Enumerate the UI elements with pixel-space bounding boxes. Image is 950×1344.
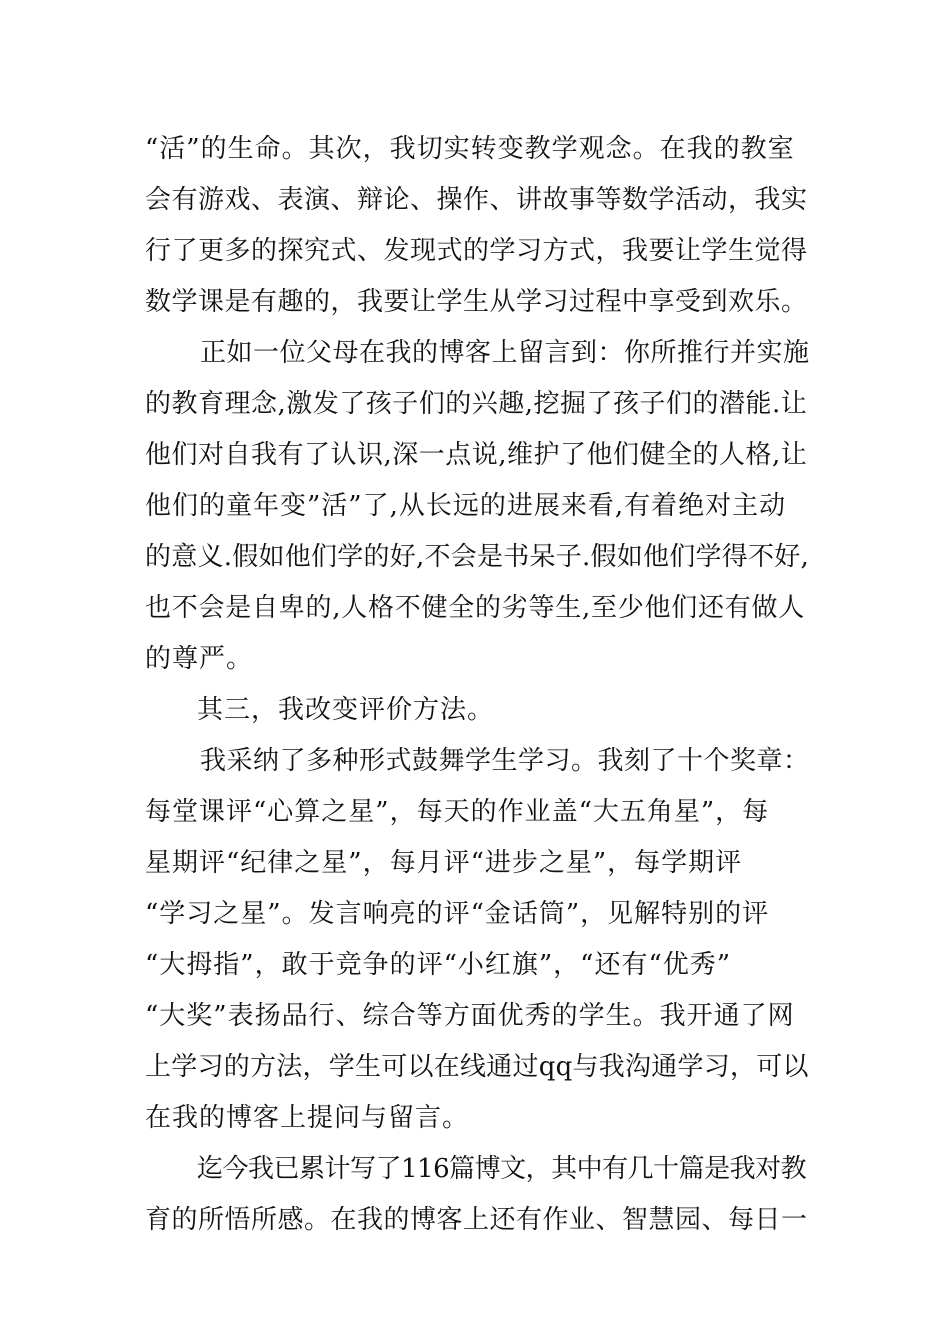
text-line: 上学习的方法，学生可以在线通过qq与我沟通学习，可以 [145, 1052, 809, 1082]
text-line: 的尊严。 [145, 644, 254, 674]
text-line: “活”的生命。其次，我切实转变教学观念。在我的教室 [145, 134, 795, 164]
text-line: 在我的博客上提问与留言。 [145, 1103, 470, 1133]
text-line: 的教育理念,激发了孩子们的兴趣,挖掘了孩子们的潜能.让 [145, 389, 808, 419]
text-line: 他们对自我有了认识,深一点说,维护了他们健全的人格,让 [145, 440, 808, 470]
text-line: 行了更多的探究式、发现式的学习方式，我要让学生觉得 [145, 236, 808, 266]
text-line: 数学课是有趣的，我要让学生从学习过程中享受到欢乐。 [145, 287, 808, 317]
text-line: 的意义.假如他们学的好,不会是书呆子.假如他们学得不好, [145, 542, 810, 572]
text-line: 每堂课评“心算之星”，每天的作业盖“大五角星”，每 [145, 797, 770, 827]
text-line: “学习之星”。发言响亮的评“金话筒”，见解特别的评 [145, 899, 770, 929]
text-line: 育的所悟所感。在我的博客上还有作业、智慧园、每日一 [145, 1205, 808, 1235]
text-line: 星期评“纪律之星”，每月评“进步之星”，每学期评 [145, 848, 743, 878]
text-line: 其三，我改变评价方法。 [197, 695, 495, 725]
text-line: 我采纳了多种形式鼓舞学生学习。我刻了十个奖章： [200, 746, 810, 776]
text-line: 迄今我已累计写了116篇博文，其中有几十篇是我对教 [197, 1154, 807, 1184]
text-line: 会有游戏、表演、辩论、操作、讲故事等数学活动，我实 [145, 185, 808, 215]
text-line: 他们的童年变”活”了,从长远的进展来看,有着绝对主动 [145, 491, 787, 521]
text-line: “大拇指”，敢于竞争的评“小红旗”，“还有“优秀” [145, 950, 732, 980]
text-line: “大奖”表扬品行、综合等方面优秀的学生。我开通了网 [145, 1001, 795, 1031]
text-line: 也不会是自卑的,人格不健全的劣等生,至少他们还有做人 [145, 593, 806, 623]
text-line: 正如一位父母在我的博客上留言到：你所推行并实施 [200, 338, 810, 368]
